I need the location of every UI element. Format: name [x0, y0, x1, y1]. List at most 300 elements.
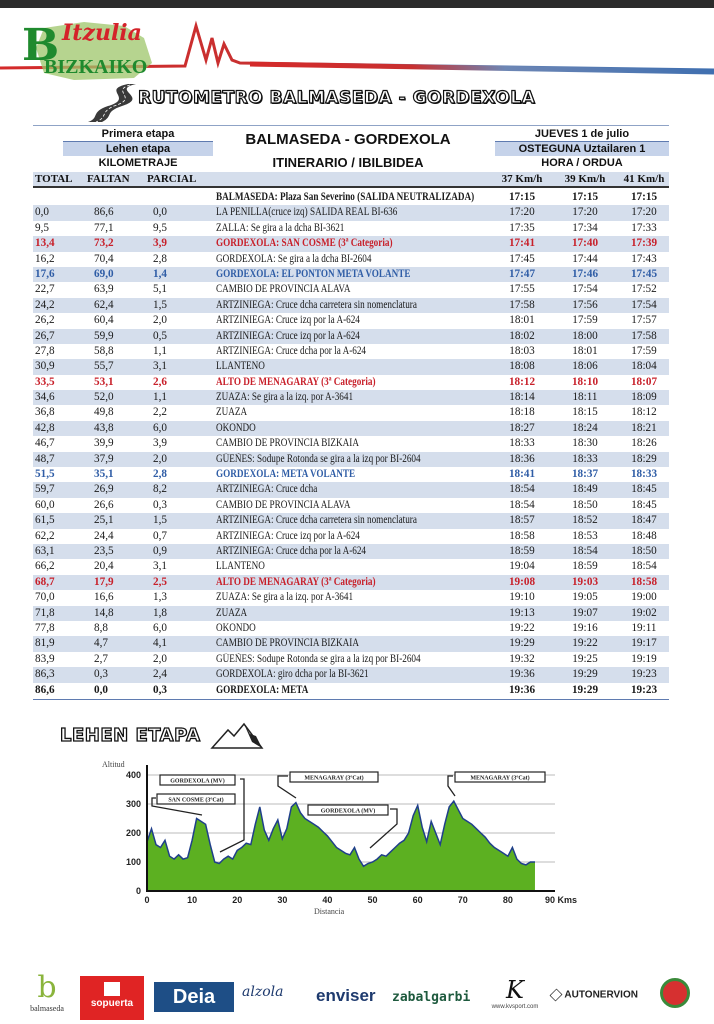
- y-tick-label: 400: [125, 770, 141, 780]
- y-tick-label: 100: [125, 857, 141, 867]
- time-label: HORA / ORDUA: [541, 157, 623, 169]
- time-41: 17:57: [631, 314, 657, 327]
- km-total: 62,2: [35, 529, 55, 542]
- route-description: ZUAZA: [216, 606, 248, 619]
- time-39: 18:15: [572, 406, 598, 419]
- km-remaining: 20,4: [94, 560, 114, 573]
- time-39: 17:54: [572, 283, 598, 296]
- km-partial: 0,3: [153, 683, 167, 696]
- time-39: 19:29: [572, 668, 598, 681]
- time-37: 18:18: [509, 406, 535, 419]
- table-row: [33, 636, 669, 651]
- time-37: 18:08: [509, 360, 535, 373]
- km-total: 26,2: [35, 314, 55, 327]
- time-37: 17:41: [508, 237, 536, 250]
- km-partial: 6,0: [153, 421, 167, 434]
- route-description: GORDEXOLA: META: [216, 683, 309, 696]
- km-remaining: 26,6: [94, 498, 114, 511]
- km-remaining: 16,6: [94, 591, 114, 604]
- km-total: 48,7: [35, 452, 55, 465]
- km-partial: 0,9: [153, 544, 167, 557]
- x-tick-label: 20: [232, 895, 243, 905]
- table-row: [33, 467, 669, 482]
- time-39: 17:40: [571, 237, 599, 250]
- route-description: LA PENILLA(cruce izq) SALIDA REAL BI-636: [216, 206, 398, 219]
- route-description: GORDEXOLA: SAN COSME (3ª Categoria): [216, 237, 393, 250]
- table-row: [33, 267, 669, 282]
- time-41: 19:11: [631, 621, 657, 634]
- col-total: TOTAL: [35, 173, 73, 185]
- profile-title: LEHEN ETAPA: [60, 725, 201, 746]
- km-partial: 2,6: [153, 375, 167, 388]
- km-partial: 1,1: [153, 344, 167, 357]
- time-41: 18:50: [631, 544, 657, 557]
- route-description: ARTZINIEGA: Cruce dcha carretera sin nomenclatura: [216, 514, 417, 527]
- time-39: 18:11: [572, 391, 598, 404]
- time-41: 18:58: [630, 575, 658, 588]
- route-description: ARTZINIEGA: Cruce izq por la A-624: [216, 529, 360, 542]
- km-remaining: 37,9: [94, 452, 114, 465]
- km-remaining: 25,1: [94, 514, 114, 527]
- col-speed-39: 39 Km/h: [564, 173, 606, 185]
- km-partial: 0,3: [153, 498, 167, 511]
- time-39: 18:59: [572, 560, 598, 573]
- km-partial: 0,5: [153, 329, 167, 342]
- km-remaining: 52,0: [94, 391, 114, 404]
- time-39: 18:53: [572, 529, 598, 542]
- time-37: 18:03: [509, 344, 535, 357]
- page-title: RUTOMETRO BALMASEDA - GORDEXOLA: [138, 88, 536, 108]
- km-partial: 2,5: [153, 575, 167, 588]
- table-row: [33, 621, 669, 636]
- km-remaining: 73,2: [94, 237, 114, 250]
- table-row: [33, 652, 669, 667]
- km-partial: 2,0: [153, 314, 167, 327]
- route-description: CAMBIO DE PROVINCIA BIZKAIA: [216, 437, 359, 450]
- km-total: 36,8: [35, 406, 55, 419]
- time-37: 19:36: [509, 668, 535, 681]
- callout-label: MENAGARAY (3ºCat): [304, 775, 364, 782]
- time-41: 17:59: [631, 344, 657, 357]
- km-remaining: 17,9: [94, 575, 114, 588]
- time-39: 18:30: [572, 437, 598, 450]
- table-row: [33, 375, 669, 390]
- km-total: 22,7: [35, 283, 55, 296]
- y-tick-label: 200: [125, 828, 141, 838]
- time-41: 18:45: [631, 498, 657, 511]
- time-41: 17:20: [631, 206, 657, 219]
- time-37: 18:54: [509, 498, 535, 511]
- km-total: 71,8: [35, 606, 55, 619]
- time-41: 17:58: [631, 329, 657, 342]
- col-speed-37: 37 Km/h: [501, 173, 543, 185]
- banner: [0, 8, 714, 78]
- km-remaining: 77,1: [94, 221, 114, 234]
- time-37: 18:02: [509, 329, 535, 342]
- time-41: 18:29: [631, 452, 657, 465]
- km-remaining: 60,4: [94, 314, 114, 327]
- title-bar: [80, 82, 640, 122]
- time-37: 18:58: [509, 529, 535, 542]
- table-row: [33, 390, 669, 405]
- km-remaining: 43,8: [94, 421, 114, 434]
- km-partial: 2,0: [153, 452, 167, 465]
- time-39: 18:24: [572, 421, 598, 434]
- km-total: 26,7: [35, 329, 55, 342]
- km-partial: 0,0: [153, 206, 167, 219]
- time-39: 17:20: [572, 206, 598, 219]
- time-41: 18:04: [631, 360, 657, 373]
- sponsor-balmaseda: b balmaseda: [30, 970, 64, 1013]
- km-partial: 1,4: [153, 267, 167, 280]
- logo-bizkaiko: BIZKAIKO: [44, 56, 148, 78]
- route-title: BALMASEDA - GORDEXOLA: [245, 131, 451, 148]
- x-tick-label: 90 Kms: [544, 895, 578, 905]
- km-remaining: 62,4: [94, 298, 114, 311]
- route-description: BALMASEDA: Plaza San Severino (SALIDA NEUTRALIZADA): [216, 191, 475, 203]
- route-description: ZALLA: Se gira a la dcha BI-3621: [216, 221, 345, 234]
- km-remaining: 8,8: [94, 621, 108, 634]
- km-partial: 2,8: [153, 468, 167, 481]
- time-37: 19:04: [509, 560, 535, 573]
- time-41: 18:12: [631, 406, 657, 419]
- elevation-profile-chart: [100, 750, 600, 925]
- km-total: 34,6: [35, 391, 55, 404]
- y-axis-label: Altitud: [102, 760, 125, 769]
- time-37: 17:55: [509, 283, 535, 296]
- table-row: [33, 421, 669, 436]
- table-row: [33, 205, 669, 220]
- table-header: [33, 125, 669, 187]
- table-row: [33, 575, 669, 590]
- time-41: 18:48: [631, 529, 657, 542]
- km-partial: 1,5: [153, 298, 167, 311]
- x-tick-label: 30: [277, 895, 288, 905]
- km-remaining: 23,5: [94, 544, 114, 557]
- time-39: 19:16: [572, 621, 598, 634]
- km-partial: 2,8: [153, 252, 167, 265]
- x-tick-label: 50: [367, 895, 378, 905]
- km-remaining: 4,7: [94, 637, 108, 650]
- time-37: 19:08: [508, 575, 536, 588]
- sponsor-zabalgarbi: zabalgarbi: [392, 990, 471, 1005]
- x-tick-label: 70: [457, 895, 468, 905]
- mountain-icon: [210, 722, 265, 750]
- km-partial: 1,5: [153, 514, 167, 527]
- sponsor-alzola: alzola: [242, 984, 284, 1000]
- km-partial: 2,2: [153, 406, 167, 419]
- time-41: 18:33: [630, 468, 658, 481]
- km-partial: 1,8: [153, 606, 167, 619]
- table-row: [33, 190, 669, 205]
- km-total: 70,0: [35, 591, 55, 604]
- route-description: LLANTENO: [216, 560, 265, 573]
- table-bottom-line: [33, 699, 669, 700]
- route-description: GÜEÑES: Sodupe Rotonda se gira a la izq por BI-2604: [216, 452, 421, 465]
- km-remaining: 2,7: [94, 652, 108, 665]
- sponsor-federation-seal: [660, 978, 690, 1008]
- km-remaining: 0,0: [94, 683, 108, 696]
- time-37: 18:54: [509, 483, 535, 496]
- time-39: 17:46: [571, 267, 599, 280]
- time-37: 19:10: [509, 591, 535, 604]
- sponsors-bar: [0, 968, 714, 1024]
- sponsor-deia: Deia: [154, 982, 234, 1012]
- km-total: 42,8: [35, 421, 55, 434]
- time-39: 19:22: [572, 637, 598, 650]
- route-description: CAMBIO DE PROVINCIA ALAVA: [216, 498, 351, 511]
- x-tick-label: 40: [322, 895, 333, 905]
- route-description: ARTZINIEGA: Cruce dcha por la A-624: [216, 544, 367, 557]
- x-tick-label: 60: [412, 895, 423, 905]
- km-partial: 3,9: [153, 437, 167, 450]
- sponsor-enviser: enviser: [316, 986, 376, 1005]
- km-total: 13,4: [35, 237, 55, 250]
- time-39: 18:37: [571, 468, 599, 481]
- route-description: OKONDO: [216, 621, 256, 634]
- time-41: 18:21: [631, 421, 657, 434]
- table-row: [33, 405, 669, 420]
- km-partial: 2,0: [153, 652, 167, 665]
- route-description: OKONDO: [216, 421, 256, 434]
- time-37: 18:57: [509, 514, 535, 527]
- y-tick-label: 0: [135, 886, 141, 896]
- time-37: 19:13: [509, 606, 535, 619]
- time-39: 19:03: [571, 575, 599, 588]
- rutometro-table: [33, 190, 669, 698]
- km-partial: 0,7: [153, 529, 167, 542]
- route-description: GORDEXOLA: giro dcha por la BI-3621: [216, 668, 369, 681]
- km-partial: 3,1: [153, 560, 167, 573]
- km-total: 27,8: [35, 344, 55, 357]
- logo: [14, 18, 164, 82]
- km-total: 59,7: [35, 483, 55, 496]
- km-remaining: 55,7: [94, 360, 114, 373]
- time-41: 17:45: [630, 267, 658, 280]
- table-row: [33, 529, 669, 544]
- km-remaining: 35,1: [94, 468, 114, 481]
- table-row: [33, 513, 669, 528]
- table-row: [33, 683, 669, 698]
- time-41: 19:17: [631, 637, 657, 650]
- route-description: ARTZINIEGA: Cruce dcha: [216, 483, 318, 496]
- callout-label: GORDEXOLA (MV): [170, 778, 225, 785]
- route-description: ZUAZA: Se gira a la izq. por A-3641: [216, 391, 354, 404]
- time-37: 18:41: [508, 468, 536, 481]
- route-description: ALTO DE MENAGARAY (3ª Categoria): [216, 375, 376, 388]
- time-39: 18:00: [572, 329, 598, 342]
- time-39: 18:49: [572, 483, 598, 496]
- x-axis-label: Distancia: [314, 907, 345, 916]
- table-row: [33, 359, 669, 374]
- time-39: 19:25: [572, 652, 598, 665]
- time-37: 17:45: [509, 252, 535, 265]
- km-partial: 1,1: [153, 391, 167, 404]
- time-37: 17:35: [509, 221, 535, 234]
- km-remaining: 86,6: [94, 206, 114, 219]
- time-39: 19:05: [572, 591, 598, 604]
- km-total: 60,0: [35, 498, 55, 511]
- table-row: [33, 252, 669, 267]
- time-41: 19:23: [631, 668, 657, 681]
- time-39: 18:10: [571, 375, 599, 388]
- time-37: 19:36: [508, 683, 536, 696]
- km-total: 86,6: [35, 683, 55, 696]
- km-remaining: 58,8: [94, 344, 114, 357]
- time-39: 17:15: [571, 191, 599, 203]
- route-description: GÜEÑES: Sodupe Rotonda se gira a la izq por BI-2604: [216, 652, 421, 665]
- km-total: 16,2: [35, 252, 55, 265]
- km-partial: 6,0: [153, 621, 167, 634]
- time-41: 18:07: [630, 375, 658, 388]
- time-41: 18:26: [631, 437, 657, 450]
- col-parcial: PARCIAL: [147, 173, 197, 185]
- table-row: [33, 544, 669, 559]
- time-39: 18:52: [572, 514, 598, 527]
- time-41: 17:43: [631, 252, 657, 265]
- time-37: 18:01: [509, 314, 535, 327]
- time-39: 18:54: [572, 544, 598, 557]
- km-total: 66,2: [35, 560, 55, 573]
- km-total: 30,9: [35, 360, 55, 373]
- km-total: 61,5: [35, 514, 55, 527]
- time-41: 18:45: [631, 483, 657, 496]
- km-remaining: 0,3: [94, 668, 108, 681]
- km-partial: 3,1: [153, 360, 167, 373]
- route-description: ARTZINIEGA: Cruce dcha por la A-624: [216, 344, 367, 357]
- time-37: 18:12: [508, 375, 536, 388]
- table-row: [33, 329, 669, 344]
- km-total: 9,5: [35, 221, 49, 234]
- x-tick-label: 80: [502, 895, 513, 905]
- table-row: [33, 298, 669, 313]
- route-description: GORDEXOLA: META VOLANTE: [216, 468, 356, 481]
- col-faltan: FALTAN: [87, 173, 130, 185]
- time-41: 17:33: [631, 221, 657, 234]
- time-37: 18:27: [509, 421, 535, 434]
- table-row: [33, 282, 669, 297]
- km-remaining: 24,4: [94, 529, 114, 542]
- time-39: 18:50: [572, 498, 598, 511]
- km-remaining: 63,9: [94, 283, 114, 296]
- time-37: 18:36: [509, 452, 535, 465]
- km-total: 46,7: [35, 437, 55, 450]
- route-description: GORDEXOLA: EL PONTON META VOLANTE: [216, 267, 411, 280]
- time-37: 18:14: [509, 391, 535, 404]
- col-speed-41: 41 Km/h: [623, 173, 665, 185]
- callout-label: MENAGARAY (3ºCat): [470, 775, 530, 782]
- km-total: 68,7: [35, 575, 55, 588]
- callout-label: SAN COSME (3ºCat): [168, 797, 224, 804]
- top-bar: [0, 0, 714, 8]
- sponsor-sopuerta: sopuerta: [80, 976, 144, 1020]
- table-row: [33, 452, 669, 467]
- time-37: 17:20: [509, 206, 535, 219]
- table-row: [33, 221, 669, 236]
- sponsor-autonervion: AUTONERVION: [550, 988, 640, 1008]
- table-row: [33, 606, 669, 621]
- km-partial: 8,2: [153, 483, 167, 496]
- logo-letter: B: [22, 20, 60, 71]
- km-total: 0,0: [35, 206, 49, 219]
- km-remaining: 59,9: [94, 329, 114, 342]
- km-partial: 1,3: [153, 591, 167, 604]
- km-total: 51,5: [35, 468, 55, 481]
- time-37: 19:29: [509, 637, 535, 650]
- km-remaining: 14,8: [94, 606, 114, 619]
- table-row: [33, 344, 669, 359]
- time-39: 17:59: [572, 314, 598, 327]
- time-39: 17:34: [572, 221, 598, 234]
- time-39: 19:07: [572, 606, 598, 619]
- callout-leader: [448, 776, 455, 796]
- time-39: 17:56: [572, 298, 598, 311]
- route-description: ZUAZA: [216, 406, 248, 419]
- route-description: GORDEXOLA: Se gira a la dcha BI-2604: [216, 252, 372, 265]
- km-partial: 5,1: [153, 283, 167, 296]
- table-row: [33, 313, 669, 328]
- time-41: 18:09: [631, 391, 657, 404]
- km-remaining: 26,9: [94, 483, 114, 496]
- km-remaining: 49,8: [94, 406, 114, 419]
- km-total: 33,5: [35, 375, 55, 388]
- time-41: 17:15: [630, 191, 658, 203]
- time-41: 19:02: [631, 606, 657, 619]
- time-39: 18:33: [572, 452, 598, 465]
- route-description: ARTZINIEGA: Cruce dcha carretera sin nomenclatura: [216, 298, 417, 311]
- table-row: [33, 482, 669, 497]
- route-description: ARTZINIEGA: Cruce izq por la A-624: [216, 329, 360, 342]
- km-total: 83,9: [35, 652, 55, 665]
- itinerary-label: ITINERARIO / IBILBIDEA: [272, 155, 424, 170]
- logo-itzulia: Itzulia: [62, 20, 142, 46]
- table-row: [33, 236, 669, 251]
- time-41: 18:47: [631, 514, 657, 527]
- km-total: 81,9: [35, 637, 55, 650]
- time-41: 18:54: [631, 560, 657, 573]
- time-41: 17:54: [631, 298, 657, 311]
- stage-es: Primera etapa: [101, 128, 175, 140]
- table-row: [33, 436, 669, 451]
- time-41: 19:00: [631, 591, 657, 604]
- time-39: 18:01: [572, 344, 598, 357]
- km-total: 24,2: [35, 298, 55, 311]
- km-partial: 3,9: [153, 237, 167, 250]
- km-remaining: 70,4: [94, 252, 114, 265]
- stage-eu: Lehen etapa: [63, 142, 213, 156]
- time-39: 17:44: [572, 252, 598, 265]
- km-total: 63,1: [35, 544, 55, 557]
- time-39: 18:06: [572, 360, 598, 373]
- time-41: 17:52: [631, 283, 657, 296]
- time-41: 19:23: [630, 683, 658, 696]
- time-37: 17:58: [509, 298, 535, 311]
- time-37: 17:15: [508, 191, 536, 203]
- route-description: ZUAZA: Se gira a la izq. por A-3641: [216, 591, 354, 604]
- route-description: ALTO DE MENAGARAY (3ª Categoria): [216, 575, 376, 588]
- time-37: 18:59: [509, 544, 535, 557]
- time-39: 19:29: [571, 683, 599, 696]
- km-total: 86,3: [35, 668, 55, 681]
- km-partial: 4,1: [153, 637, 167, 650]
- table-row: [33, 590, 669, 605]
- km-total: 77,8: [35, 621, 55, 634]
- km-total: 17,6: [35, 267, 55, 280]
- km-remaining: 53,1: [94, 375, 114, 388]
- km-partial: 9,5: [153, 221, 167, 234]
- callout-label: GORDEXOLA (MV): [320, 808, 376, 815]
- km-remaining: 39,9: [94, 437, 114, 450]
